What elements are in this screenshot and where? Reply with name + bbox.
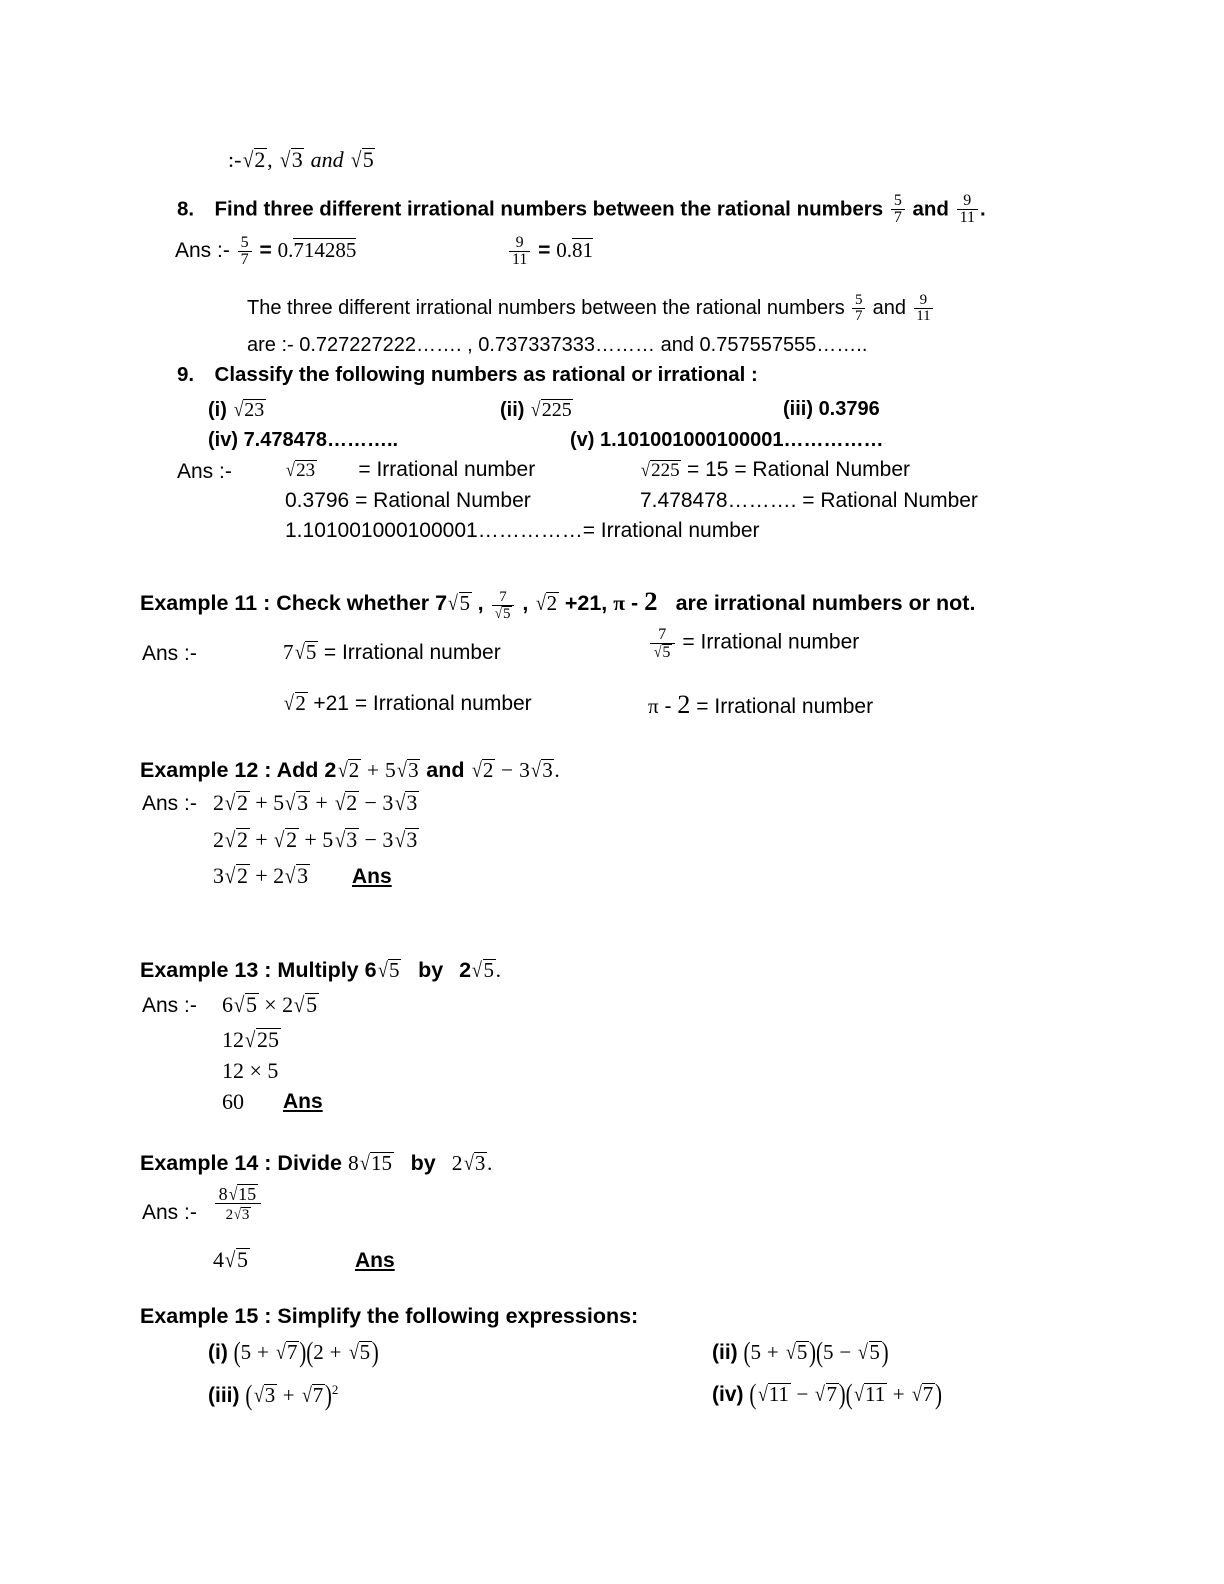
example-12-step-3: 3√2 + 2√3 [213,863,309,888]
question-9-answer-1: √23 = Irrational number [286,458,536,481]
item-value-i: 23 [244,399,265,421]
item-label-iv: (iv) [208,429,238,451]
example-14-ans-word: Ans [355,1249,395,1272]
example-13-title: Example 13 : Multiply 6√5 by 2√5. [140,958,502,982]
example-14-ans-label: Ans :- [142,1201,197,1224]
answer-radicand-23: 23 [296,460,316,481]
repeating-digits-714285: 714285 [293,238,357,263]
intro-line: :-√2, √3 and √5 [228,147,374,172]
intro-radicand-3: 5 [362,147,374,172]
item-label-v: (v) [570,429,595,451]
question-9-item-iv [208,430,398,450]
question-9-answer-2: √225 = 15 = Rational Number [641,458,910,481]
question-8-heading [177,193,986,227]
example-11-answer-1-result: = Irrational number [323,641,501,664]
question-9-item-iii [783,399,880,419]
question-8-period: . [979,197,986,221]
example-13-ans-label: Ans :- [142,994,197,1017]
answer-result-1: = Irrational number [358,458,536,481]
example-11-answer-3: √2 +21 = Irrational number [284,691,532,715]
question-9-ans-label: Ans :- [177,460,232,483]
question-8-answer-line-2 [507,235,593,269]
example-12-ans-word: Ans [352,865,392,888]
example-11-pi: π [613,591,626,615]
question-8-explanation-line-2: are :- 0.727227222……. , 0.737337333……… and 0.757557555…….. [247,334,868,356]
question-8-ans-label: Ans :- [175,239,230,263]
question-9-answer-5: 1.101001000100001……………= Irrational number [285,519,760,542]
answer-radicand-225: 225 [651,460,680,481]
example-13-step-1: 6√5 × 2√5 [222,992,318,1017]
question-9-item-i: (i) √23 [208,399,265,421]
example-11-answer-3-result: = Irrational number [354,692,532,715]
example-14-result: 4√5 [213,1247,248,1272]
example-15-exponent: 2 [331,1382,339,1397]
intro-radicand-1: 2 [254,147,266,172]
example-12-step-2: 2√2 + √2 + 5√3 − 3√3 [213,827,418,852]
item-label-ii: (ii) [500,399,525,421]
example-15-item-iv: (iv) (√11 − √7)(√11 + √7) [712,1377,942,1411]
example-15-item-i: (i) (5 + √7)(2 + √5) [208,1335,379,1369]
item-value-v: 1.101001000100001…………… [600,429,884,451]
question-8-and: and [912,197,949,221]
example-13-step-3: 12 × 5 [222,1058,279,1083]
example-11-ans-label: Ans :- [142,642,197,665]
item-label-i: (i) [208,399,227,421]
example-12-ans-label: Ans :- [142,792,197,815]
question-8-number: 8. [177,197,195,221]
example-11-answer-1: 7√5 = Irrational number [283,640,501,664]
example-15-item-ii: (ii) (5 + √5)(5 − √5) [712,1335,889,1369]
example-13-step-4: 60 [222,1089,244,1114]
example-14-title: Example 14 : Divide 8√15 by 2√3. [140,1151,493,1175]
example-13-ans-word: Ans [283,1090,323,1113]
example-11-answer-4: π - 2 = Irrational number [648,690,874,719]
answer-fraction-5-7: $\frac{5}{7}$ [238,235,252,269]
equals-sign-1: = [259,239,272,263]
equals-sign-2: = [538,239,551,263]
example-12-title-prefix: Example 12 : Add [140,758,319,782]
example-13-step-2: 12√25 [222,1027,279,1052]
example-14-fraction: $\frac{8√15}{2√3}$ [213,1184,263,1224]
example-11-term-2: $\frac{7}{√5}$ [492,590,515,623]
explanation-fraction-9-11: $\frac{9}{11}$ [914,293,934,325]
decimal-prefix-2: 0. [556,238,573,263]
example-11-answer-2: $\frac{7}{√5}$ = Irrational number [648,627,859,662]
intro-radicand-2: 3 [291,147,303,172]
example-12-title: Example 12 : Add 2√2 + 5√3 and √2 − 3√3. [140,758,560,782]
item-value-ii: 225 [541,399,572,421]
repeating-digits-81: 81 [572,238,594,263]
question-9-item-v [570,430,884,450]
explanation-text-1: The three different irrational numbers between the rational numbers [247,297,845,319]
item-value-iv: 7.478478……….. [243,429,399,451]
example-11-term-1: 7√5 [435,591,470,615]
example-11-title: Example 11 : Check whether 7√5 , $\frac{7}{√5}$ , √2 +21, π - 2 are irrational numbers or not. [140,586,976,622]
example-11-minus: - [631,591,639,615]
example-13-title-prefix: Example 13 : Multiply [140,958,359,982]
question-8-explanation-line-1 [247,293,935,325]
example-11-two: 2 [644,586,658,616]
question-9-answer-4: 7.478478………. = Rational Number [640,489,978,512]
question-9-heading [177,365,758,386]
example-12-step-1: 2√2 + 5√3 + √2 − 3√3 [213,790,418,815]
question-8-text: Find three different irrational numbers between the rational numbers [214,197,884,221]
intro-prefix: :- [228,147,242,172]
explanation-and: and [872,297,906,319]
question-8-answer-line [175,235,356,269]
example-11-term-3: √2 +21, [535,591,608,615]
example-11-title-prefix: Example 11 : Check whether [140,591,430,615]
item-label-iii: (iii) [783,398,813,420]
example-14-title-prefix: Example 14 : Divide [140,1151,342,1175]
answer-fraction-9-11: $\frac{9}{11}$ [509,235,530,269]
example-11-title-suffix: are irrational numbers or not. [675,591,976,615]
answer-result-2: = 15 = Rational Number [687,458,910,481]
question-9-answer-3: 0.3796 = Rational Number [285,489,531,512]
question-8-fraction-5-7: $\frac{5}{7}$ [891,193,905,227]
intro-joiner: and [310,147,344,172]
example-15-title: Example 15 : Simplify the following expressions: [140,1304,639,1328]
question-9-item-ii: (ii) √225 [500,399,572,421]
explanation-fraction-5-7: $\frac{5}{7}$ [852,293,865,325]
item-value-iii: 0.3796 [818,398,880,420]
example-11-answer-2-result: = Irrational number [682,630,860,654]
decimal-prefix-1: 0. [277,238,294,263]
question-8-fraction-9-11: $\frac{9}{11}$ [957,193,978,227]
example-11-answer-4-result: = Irrational number [696,695,874,718]
question-9-number: 9. [177,363,195,386]
question-9-text: Classify the following numbers as rational or irrational : [214,363,758,386]
example-15-item-iii: (iii) $(√3 + √7)^2$ [208,1378,339,1412]
